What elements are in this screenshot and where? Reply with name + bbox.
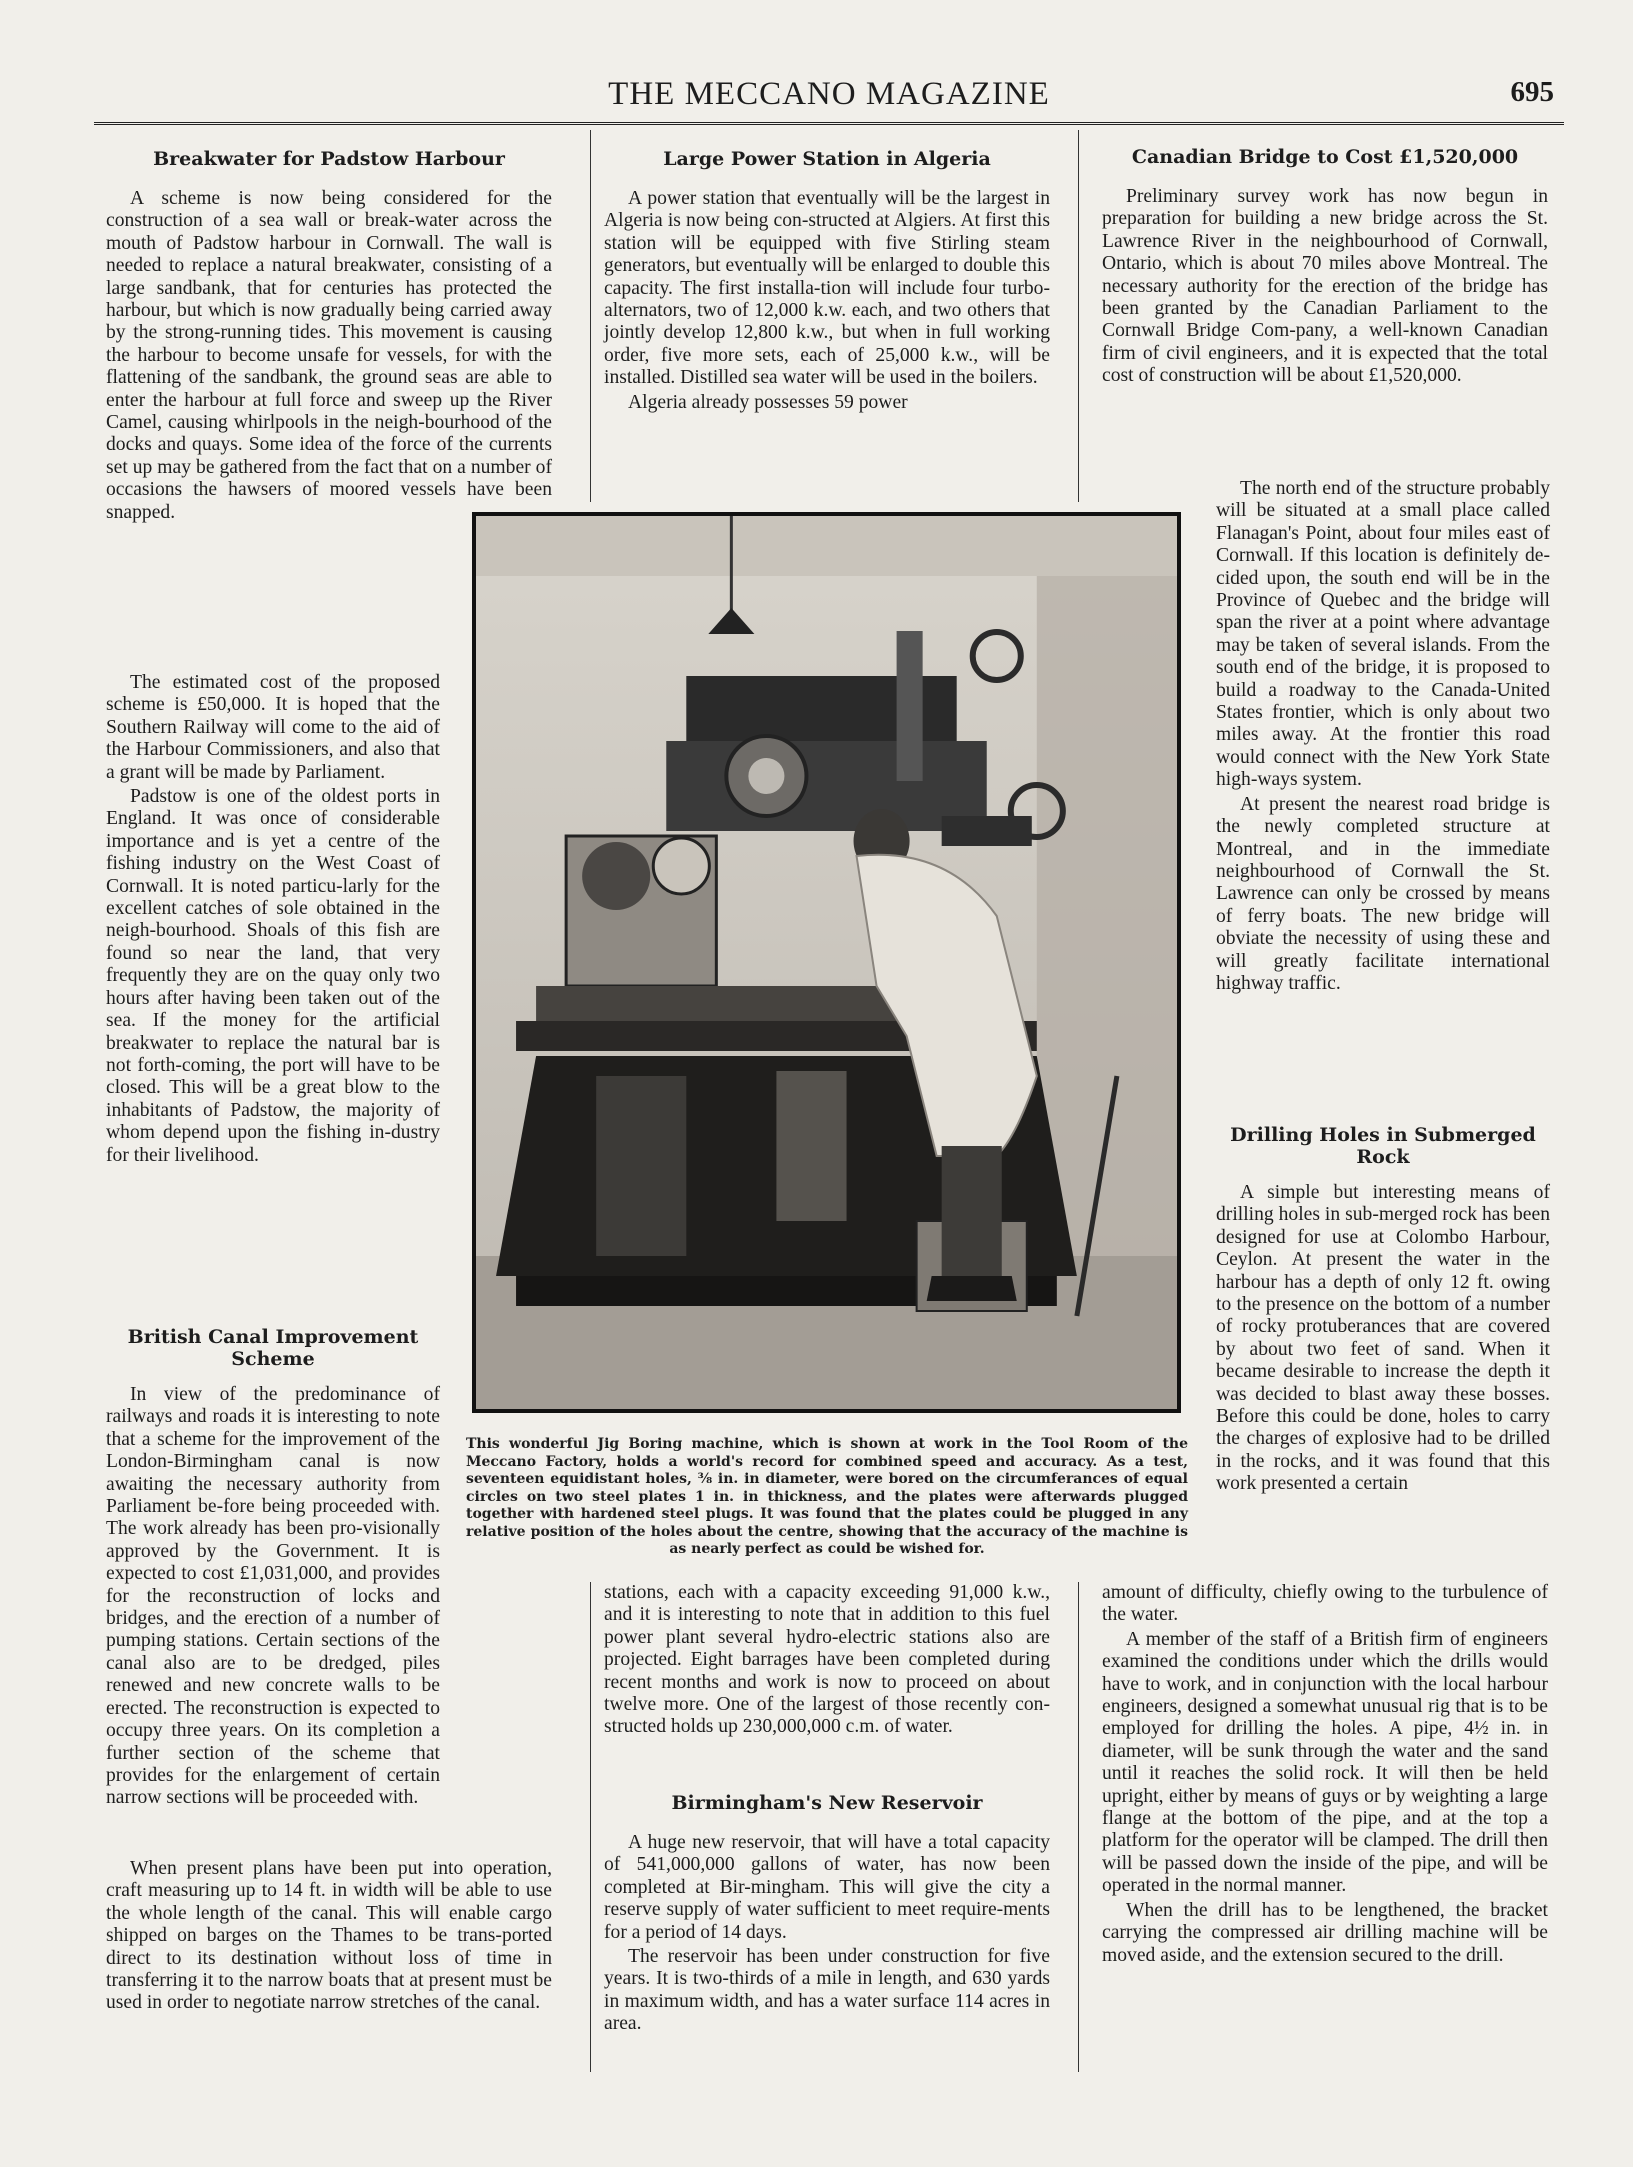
article-paragraph: The north end of the structure probably will be situated at a small place called Flanagan's Point, about four miles east of Cornwall. If this location is definitely de-cided upon, the south end will be in the Province of Quebec and the bridge will span the river at a point where advantage may be taken of several islands. From the south end of the bridge, it is proposed to build a roadway to the Canada-United States frontier, which is only about two miles away. At the frontier this road would connect with the New York State high-ways system. xyxy=(1216,478,1550,791)
article-reservoir xyxy=(604,1792,1050,2074)
column-divider-right xyxy=(1078,130,1079,502)
page-number: 695 xyxy=(1510,76,1554,108)
article-paragraph: A scheme is now being considered for the construction of a sea wall or break-water across the mouth of Padstow harbour in Cornwall. The wall is needed to replace a natural breakwater, consisting of a large sandbank, that for centuries has protected the harbour, but which is now gradually being carried away by the strong-running tides. This movement is causing the harbour to become unsafe for vessels, for with the flattening of the sandbank, the ground seas are able to enter the harbour at full force and sweep up the River Camel, causing whirlpools in the neigh-bourhood of the docks and quays. Some idea of the force of the currents set up may be gathered from the fact that on a number of occasions the hawsers of moored vessels have been snapped. xyxy=(106,188,552,523)
article-drilling xyxy=(1216,1124,1550,1584)
article-paragraph: The estimated cost of the proposed scheme is £50,000. It is hoped that the Southern Railway will come to the aid of the Harbour Commissioners, and also that a grant will be made by Parliament. xyxy=(106,672,440,783)
article-paragraph: At present the nearest road bridge is the newly completed structure at Montreal, and in the immediate neighbourhood of Cornwall the St. Lawrence can only be crossed by means of ferry boats. The new bridge will obviate the necessity of using these and will greatly facilitate international highway traffic. xyxy=(1216,793,1550,994)
article-heading: Drilling Holes in Submerged Rock xyxy=(1230,1124,1536,1168)
article-paragraph: amount of difficulty, chiefly owing to the turbulence of the water. xyxy=(1102,1582,1548,1626)
magazine-title: THE MECCANO MAGAZINE xyxy=(608,76,1050,112)
header-rule xyxy=(94,122,1564,129)
photo-caption: This wonderful Jig Boring machine, which is shown at work in the Tool Room of the Meccano Factory, holds a world's record for combined speed and accuracy. As a test, seventeen equidistant holes, ⅜ in. in diameter, were bored on the circumferances of equal circles on two steel plates 1 in. in thickness, and the plates were afterwards plugged together with hardened steel plugs. It was found that the plates could be plugged in any relative position of the holes about the centre, showing that the accuracy of the machine is as nearly perfect as could be wished for. xyxy=(466,1436,1188,1557)
article-paragraph: The reservoir has been under construction for five years. It is two-thirds of a mile in length, and 630 yards in maximum width, and has a water surface 114 acres in area. xyxy=(604,1946,1050,2035)
article-algeria xyxy=(604,148,1050,488)
jig-boring-machine-photo xyxy=(472,512,1181,1413)
article-canal-continued xyxy=(106,1582,552,2072)
column-divider-left-lower xyxy=(590,1582,591,2072)
page-header xyxy=(94,76,1564,116)
article-paragraph: In view of the predominance of railways and roads it is interesting to note that a scheme for the improvement of the London-Birmingham canal is now awaiting the necessary authority from Parliament be-fore being proceeded with. The work already has been pro-visionally approved by the Government. It is expected to cost £1,031,000, and provides for the reconstruction of locks and bridges, and the erection of a number of pumping stations. Certain sections of the canal also are to be dredged, piles renewed and new concrete walls to be erected. The reconstruction is expected to occupy three years. On its completion a further section of the scheme that provides for the enlargement of certain narrow sections will be proceeded with. xyxy=(106,1384,440,1809)
column-divider-right-lower xyxy=(1078,1582,1079,2072)
photo-illustration xyxy=(476,516,1177,1409)
article-paragraph: Padstow is one of the oldest ports in England. It was once of considerable importance and is yet a centre of the fishing industry on the West Coast of Cornwall. It is noted particu-larly for the excellent catches of sole obtained in the neigh-bourhood. Shoals of this fish are found so near the land, that very frequently they are on the quay only two hours after having been taken out of the sea. If the money for the artificial breakwater to replace the natural bar is not forth-coming, the port will have to be closed. This will be a great blow to the inhabitants of Padstow, the majority of whom depend upon the fishing in-dustry for their livelihood. xyxy=(106,786,440,1166)
article-canadian-bridge xyxy=(1102,146,1548,488)
article-paragraph: Preliminary survey work has now begun in preparation for building a new bridge across the St. Lawrence River in the neighbourhood of Cornwall, Ontario, which is about 70 miles above Montreal. The necessary authority for the erection of the bridge has been granted by the Canadian Parliament to the Cornwall Bridge Com-pany, a well-known Canadian firm of civil engineers, and it is expected that the total cost of construction will be about £1,520,000. xyxy=(1102,186,1548,387)
column-divider-left xyxy=(590,130,591,502)
article-padstow xyxy=(106,148,552,523)
article-paragraph: A power station that eventually will be the largest in Algeria is now being con-structed at Algiers. At first this station will be equipped with five Stirling steam generators, but eventually will be enlarged to double this capacity. The first installa-tion will include four turbo-alternators, two of 12,000 k.w. each, and two others that jointly develop 12,800 k.w., but when in full working order, five more sets, each of 25,000 k.w., will be installed. Distilled sea water will be used in the boilers. xyxy=(604,188,1050,389)
article-paragraph: stations, each with a capacity exceeding 91,000 k.w., and it is interesting to note that in addition to this fuel power plant several hydro-electric stations also are projected. Eight barrages have been completed during recent months and work is now to proceed on about twelve more. One of the largest of those recently con-structed holds up 230,000,000 c.m. of water. xyxy=(604,1582,1050,1738)
article-paragraph: A simple but interesting means of drilling holes in sub-merged rock has been designed for use at Colombo Harbour, Ceylon. At present the water in the harbour has a depth of only 12 ft. owing to the presence on the bottom of a number of rocky protuberances that are covered by about two feet of sand. When it became desirable to increase the depth it was decided to blast away these bosses. Before this could be done, holes to carry the charges of explosive had to be drilled in the rocks, and it was found that this work presented a certain xyxy=(1216,1182,1550,1495)
article-heading: Canadian Bridge to Cost £1,520,000 xyxy=(1131,146,1519,168)
article-canadian-bridge-continued xyxy=(1216,478,1550,1112)
article-drilling-continued xyxy=(1102,1582,1548,2072)
article-paragraph: A member of the staff of a British firm of engineers examined the conditions under which the drills would have to work, and in conjunction with the local harbour engineers, designed a somewhat unusual rig that is to be employed for drilling the holes. A pipe, 4½ in. in diameter, will be sunk through the water and the sand until it reaches the solid rock. It will then be held upright, either by means of guys or by weighting a large flange at the bottom of the pipe, and at the top a platform for the operator will be clamped. The drill then will be passed down the inside of the pipe, and will be operated in the normal manner. xyxy=(1102,1628,1548,1897)
article-heading: Large Power Station in Algeria xyxy=(663,148,991,170)
article-algeria-continued xyxy=(604,1582,1050,1782)
article-padstow-continued xyxy=(106,512,440,1312)
article-heading: British Canal Improvement Scheme xyxy=(127,1326,419,1370)
article-paragraph: Algeria already possesses 59 power xyxy=(628,391,908,413)
article-canal xyxy=(106,1326,440,1809)
article-paragraph: A huge new reservoir, that will have a total capacity of 541,000,000 gallons of water, has now been completed at Bir-mingham. This will give the city a reserve supply of water sufficient to meet require-ments for a period of 14 days. xyxy=(604,1832,1050,1943)
article-paragraph: When the drill has to be lengthened, the bracket carrying the compressed air drilling machine will be moved aside, and the extension secured to the drill. xyxy=(1102,1899,1548,1966)
article-paragraph: When present plans have been put into operation, craft measuring up to 14 ft. in width will be able to use the whole length of the canal. This will enable cargo shipped on barges on the Thames to be trans-ported direct to its destination without loss of time in transferring it to the narrow boats that at present must be used in order to negotiate narrow stretches of the canal. xyxy=(106,1858,552,2014)
article-heading: Birmingham's New Reservoir xyxy=(671,1792,983,1814)
article-heading: Breakwater for Padstow Harbour xyxy=(153,148,505,170)
